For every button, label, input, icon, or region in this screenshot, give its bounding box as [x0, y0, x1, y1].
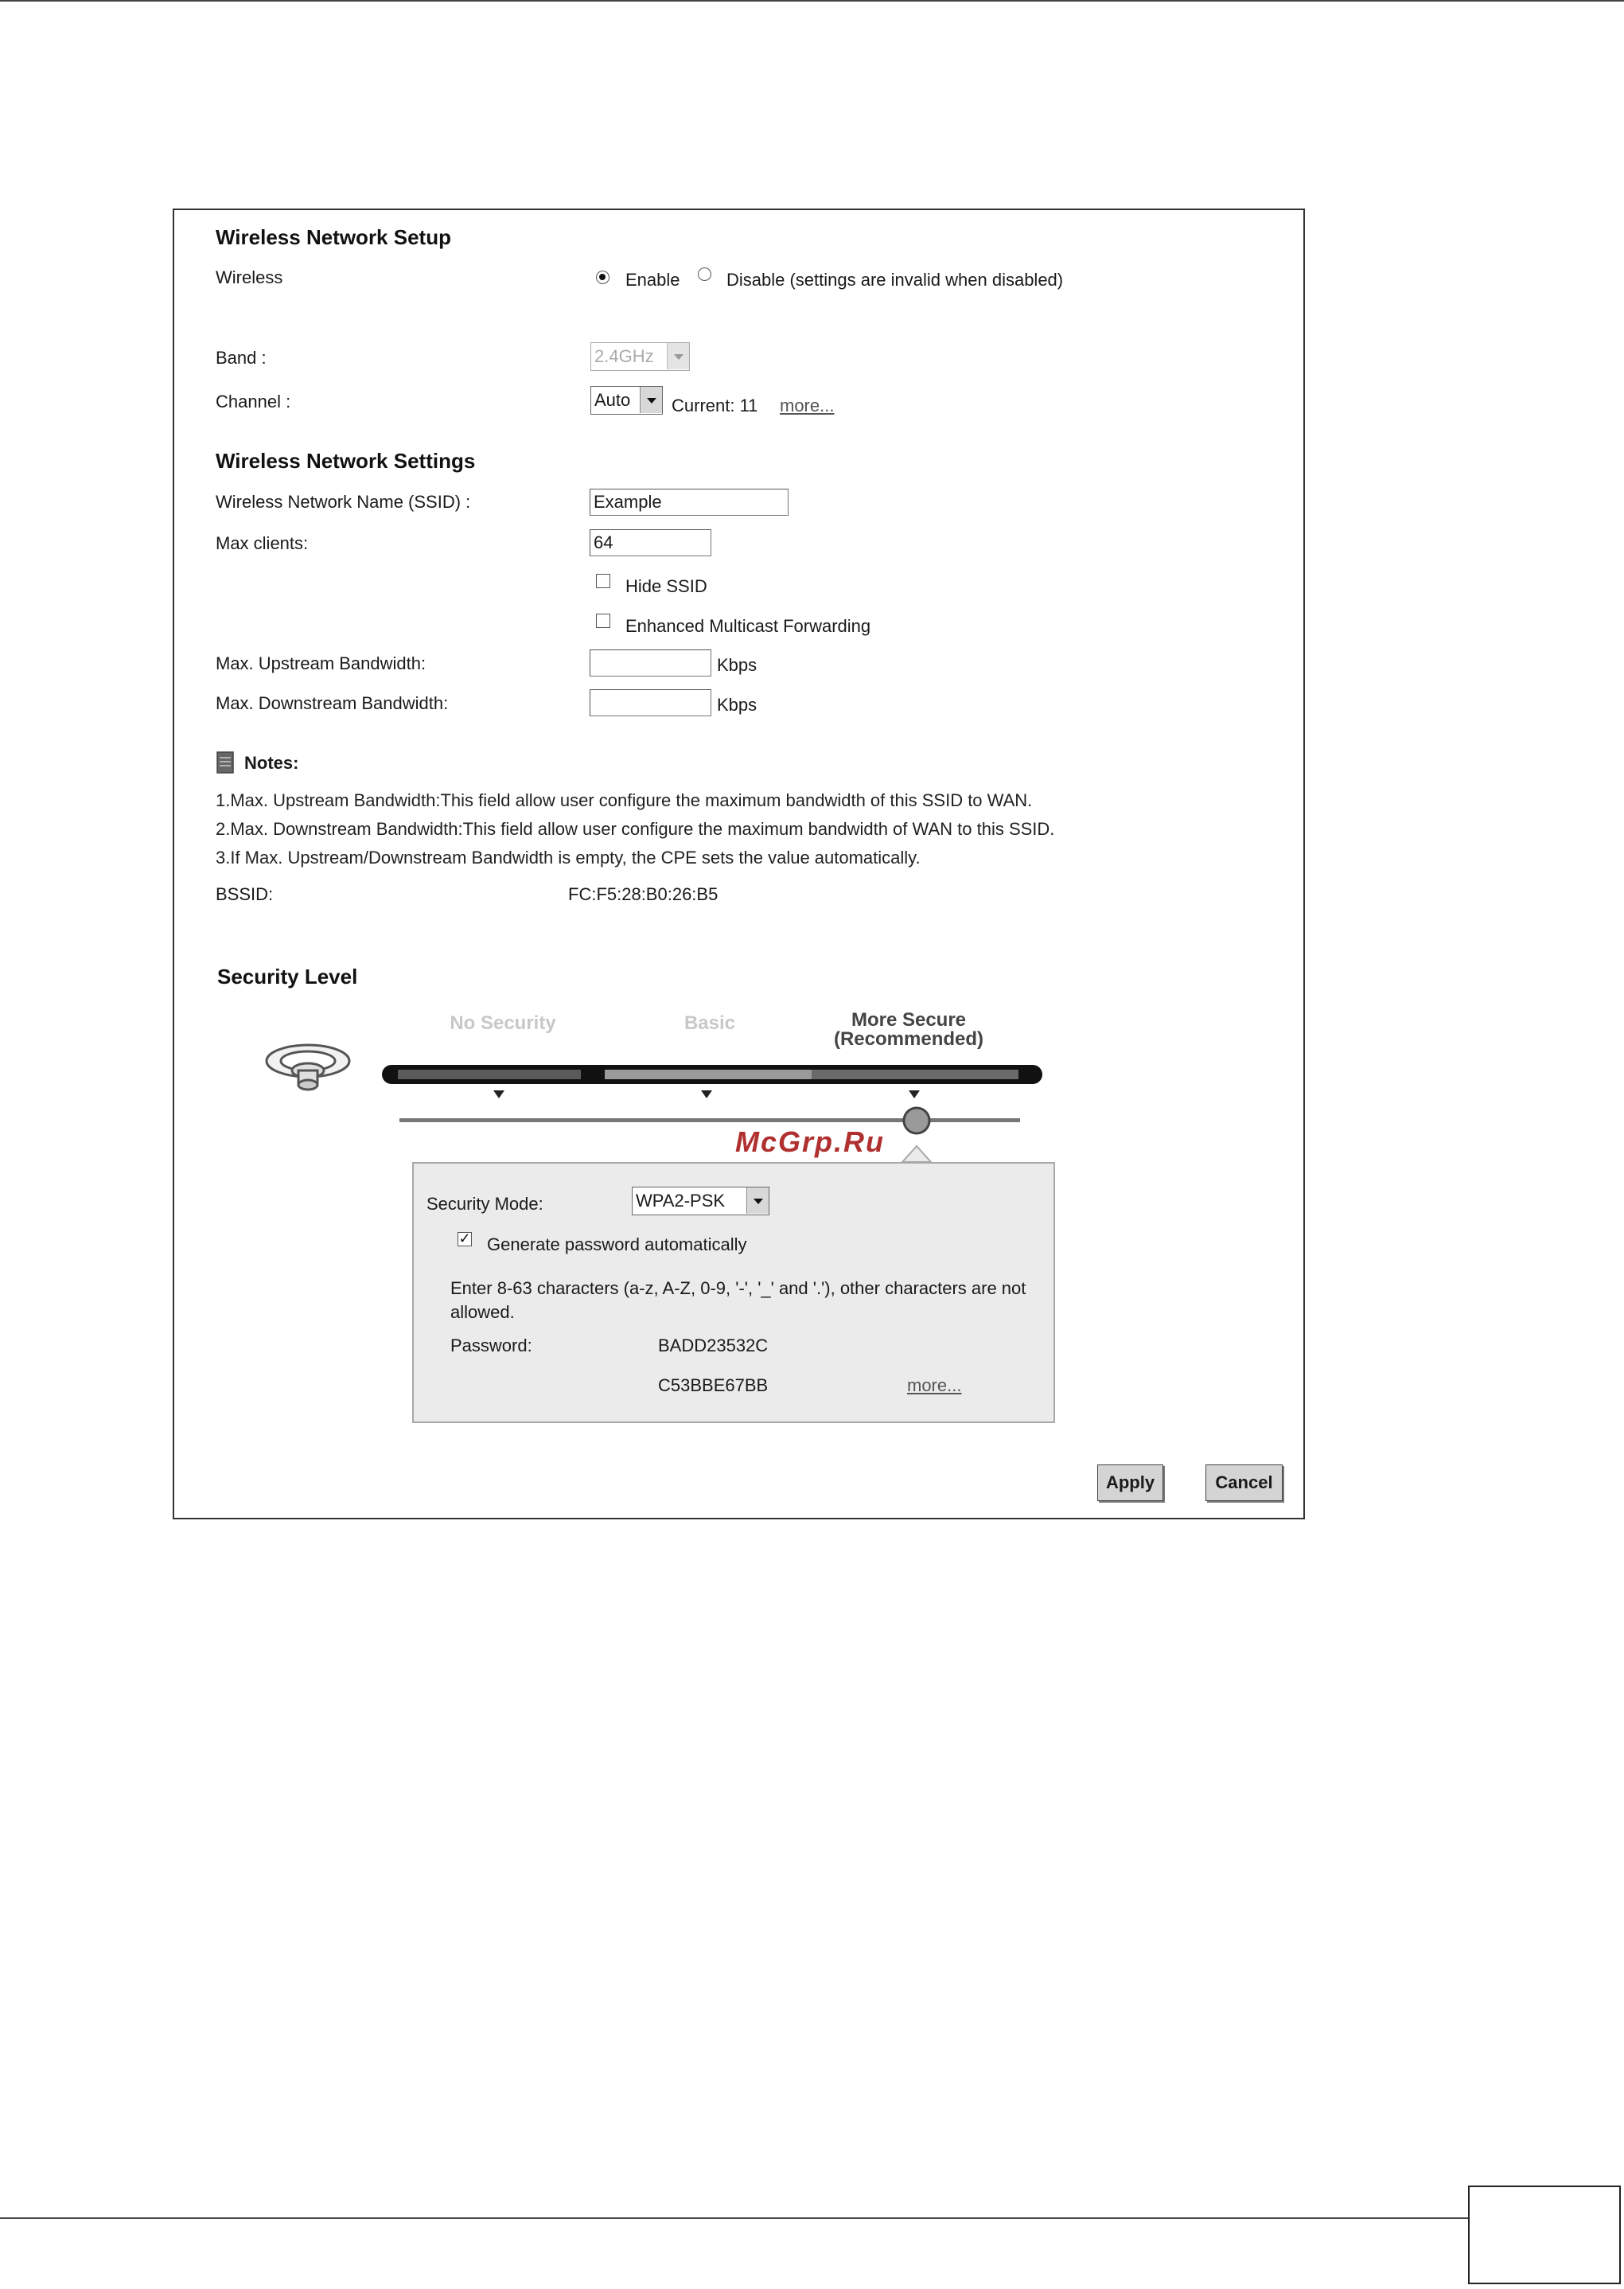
downstream-label: Max. Downstream Bandwidth: [216, 693, 449, 713]
channel-label: Channel : [216, 392, 291, 411]
note-line-3: 3.If Max. Upstream/Downstream Bandwidth is empty, the CPE sets the value automatically. [216, 848, 921, 868]
generate-password-label: Generate password automatically [487, 1234, 747, 1254]
wireless-router-icon [263, 1039, 354, 1094]
multicast-checkbox[interactable] [596, 614, 610, 628]
apply-button[interactable]: Apply [1097, 1464, 1163, 1501]
ssid-label: Wireless Network Name (SSID) : [216, 492, 471, 512]
setup-section-title: Wireless Network Setup [216, 225, 451, 249]
level-no-security[interactable]: No Security [450, 1012, 556, 1034]
bssid-value: FC:F5:28:B0:26:B5 [568, 884, 719, 904]
generate-password-checkbox[interactable]: ✓ [458, 1230, 471, 1246]
security-mode-select[interactable] [632, 1187, 769, 1215]
note-line-2: 2.Max. Downstream Bandwidth:This field allow user configure the maximum bandwidth of WAN to this SSID. [216, 819, 1055, 839]
wireless-enable-radio[interactable] [596, 271, 609, 284]
security-level-slider[interactable] [374, 1059, 1050, 1162]
note-line-1: 1.Max. Upstream Bandwidth:This field allow user configure the maximum bandwidth of this SSID to WAN. [216, 790, 1033, 810]
multicast-label: Enhanced Multicast Forwarding [625, 616, 871, 636]
upstream-unit: Kbps [717, 655, 757, 675]
chevron-down-icon [746, 1187, 769, 1214]
security-mode-value: WPA2-PSK [636, 1191, 726, 1211]
password-rule-text: Enter 8-63 characters (a-z, A-Z, 0-9, '-', '_' and '.'), other characters are not allowed. [450, 1278, 1026, 1322]
downstream-unit: Kbps [717, 695, 757, 715]
cancel-button[interactable]: Cancel [1205, 1464, 1283, 1501]
upstream-input[interactable] [590, 649, 711, 677]
downstream-input[interactable] [590, 689, 711, 716]
page-number-box [1468, 2186, 1621, 2284]
settings-section-title: Wireless Network Settings [216, 449, 476, 473]
page-bottom-rule [0, 2217, 1468, 2219]
wireless-disable-label: Disable (settings are invalid when disabled) [726, 270, 1064, 290]
bssid-label: BSSID: [216, 884, 274, 904]
chevron-down-icon [640, 387, 662, 413]
password-line-1: BADD23532C [658, 1336, 769, 1355]
hide-ssid-label: Hide SSID [625, 576, 707, 596]
max-clients-input[interactable]: 64 [590, 529, 711, 556]
band-select [590, 342, 690, 371]
max-clients-label: Max clients: [216, 533, 309, 553]
chevron-down-icon [667, 343, 689, 369]
hide-ssid-checkbox[interactable] [596, 574, 610, 588]
level-more-secure-line1: More Secure [851, 1009, 967, 1031]
channel-select-value: Auto [594, 390, 631, 410]
wireless-disable-radio[interactable] [698, 267, 711, 281]
page-top-rule [0, 0, 1624, 2]
watermark: McGrp.Ru [735, 1125, 886, 1158]
current-channel: Current: 11 [672, 396, 758, 415]
level-basic[interactable]: Basic [683, 1012, 736, 1034]
ssid-input[interactable]: Example [590, 489, 789, 516]
password-label: Password: [450, 1336, 532, 1355]
password-more-link[interactable]: more... [907, 1375, 962, 1395]
wireless-label: Wireless [216, 267, 283, 287]
level-more-secure-line2: (Recommended) [833, 1028, 984, 1050]
channel-more-link[interactable]: more... [780, 396, 835, 415]
security-section-title: Security Level [217, 965, 358, 989]
password-line-2: C53BBE67BB [658, 1375, 769, 1395]
level-more-secure[interactable] [813, 1011, 1004, 1049]
band-label: Band : [216, 348, 267, 368]
band-select-value: 2.4GHz [594, 346, 654, 366]
upstream-label: Max. Upstream Bandwidth: [216, 653, 426, 673]
notes-title: Notes: [244, 753, 299, 773]
note-icon [216, 751, 234, 774]
security-mode-label: Security Mode: [426, 1194, 543, 1214]
channel-select[interactable] [590, 386, 663, 415]
wireless-enable-label: Enable [625, 270, 680, 290]
